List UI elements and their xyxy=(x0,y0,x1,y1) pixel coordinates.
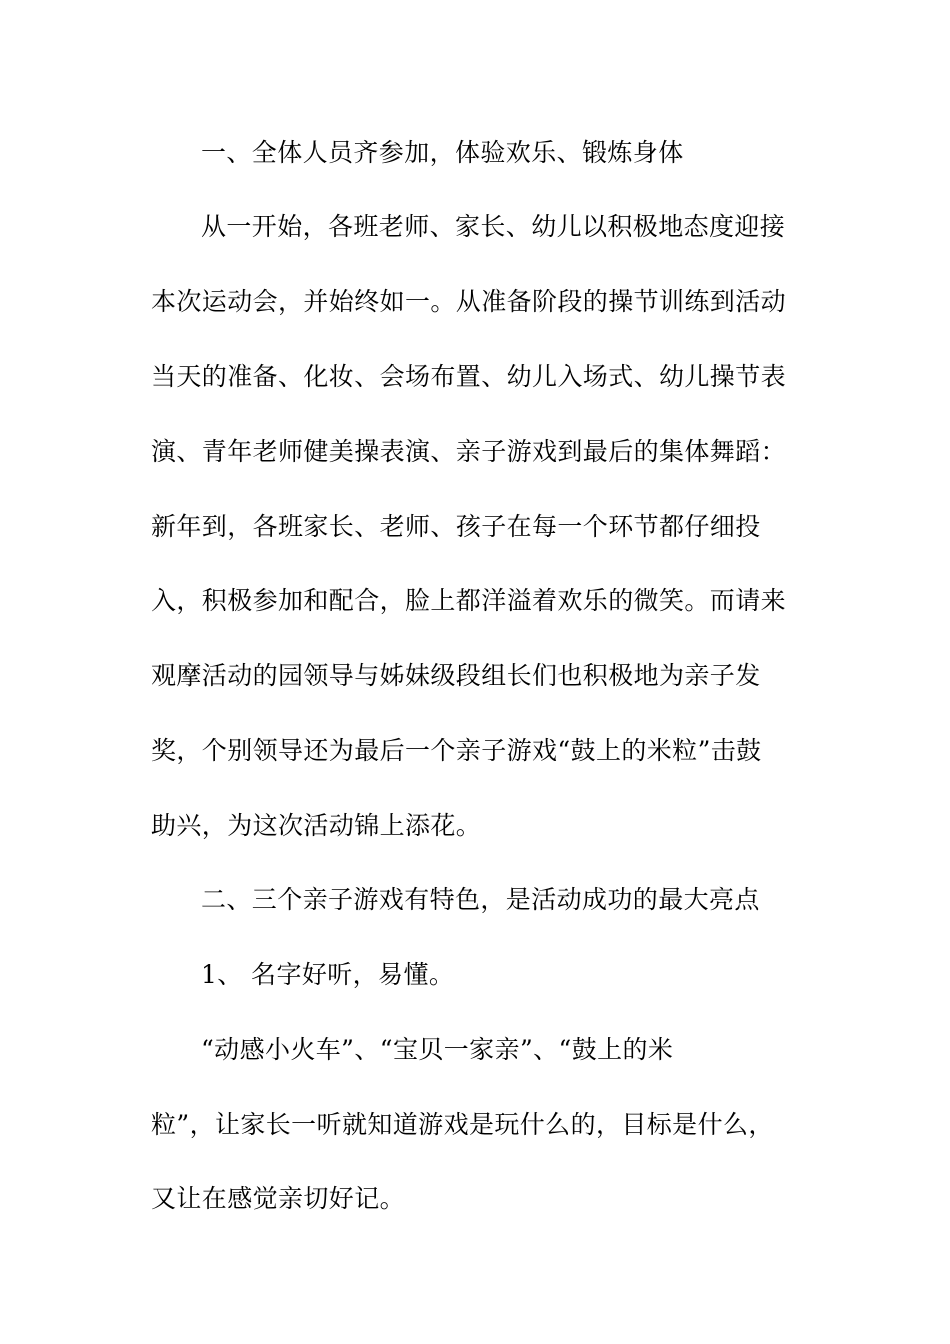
paragraph-line: 观摩活动的园领导与姊妹级段组长们也积极地为亲子发 xyxy=(151,661,761,690)
list-item-heading: 1、 名字好听，易懂。 xyxy=(201,960,455,989)
section-heading-2: 二、三个亲子游戏有特色，是活动成功的最大亮点 xyxy=(201,885,760,914)
paragraph-line: 入，积极参加和配合，脸上都洋溢着欢乐的微笑。而请来 xyxy=(151,586,787,615)
paragraph-line: 助兴，为这次活动锦上添花。 xyxy=(151,811,482,840)
paragraph-line: 粒”，让家长一听就知道游戏是玩什么的，目标是什么， xyxy=(151,1110,774,1139)
section-heading-1: 一、全体人员齐参加，体验欢乐、锻炼身体 xyxy=(201,138,684,167)
paragraph-line: “动感小火车”、“宝贝一家亲”、“鼓上的米 xyxy=(201,1035,674,1064)
paragraph-line: 奖，个别领导还为最后一个亲子游戏“鼓上的米粒”击鼓 xyxy=(151,736,762,765)
paragraph-line: 当天的准备、化妆、会场布置、幼儿入场式、幼儿操节表 xyxy=(151,362,787,391)
paragraph-line: 新年到，各班家长、老师、孩子在每一个环节都仔细投 xyxy=(151,512,761,541)
paragraph-line: 又让在感觉亲切好记。 xyxy=(151,1184,406,1213)
paragraph-line: 演、青年老师健美操表演、亲子游戏到最后的集体舞蹈： xyxy=(151,437,787,466)
paragraph-line: 从一开始，各班老师、家长、幼儿以积极地态度迎接 xyxy=(201,212,786,241)
paragraph-line: 本次运动会，并始终如一。从准备阶段的操节训练到活动 xyxy=(151,287,787,316)
